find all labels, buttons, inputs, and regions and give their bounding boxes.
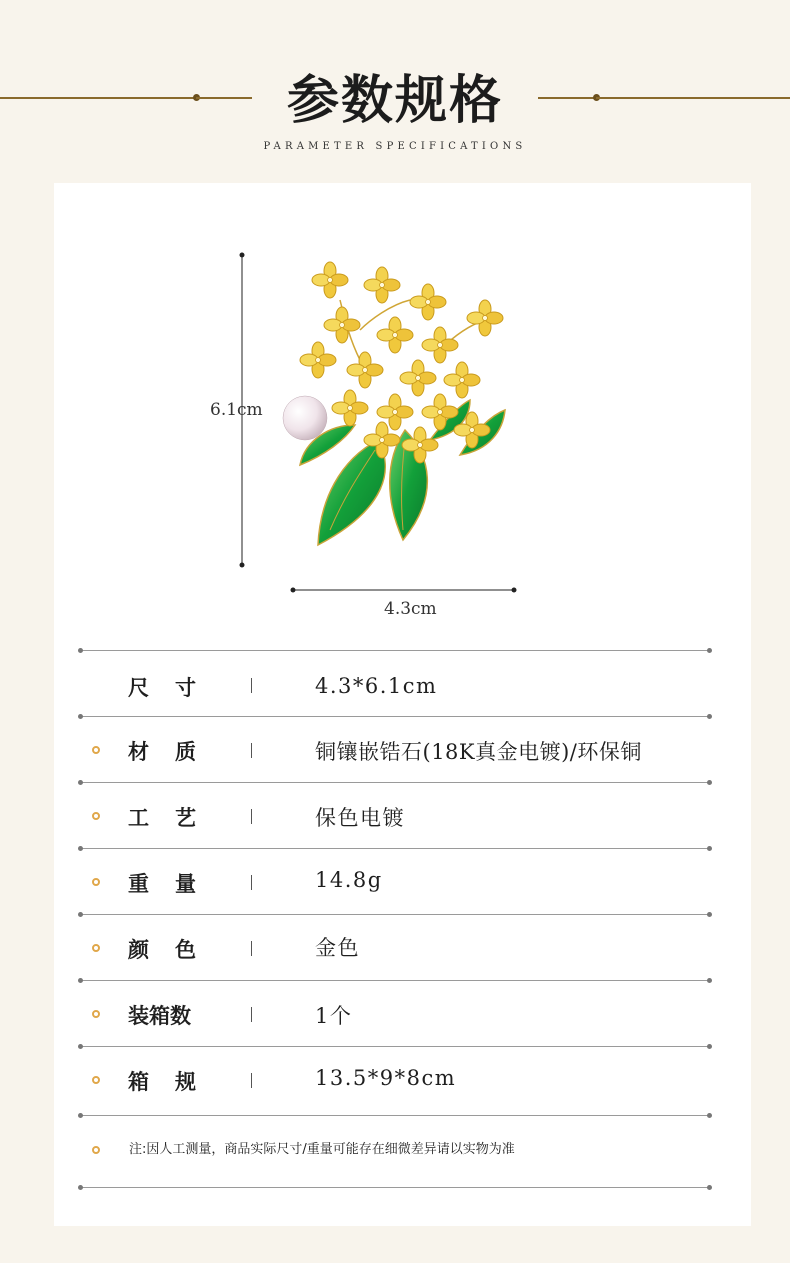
height-label: 6.1cm: [210, 400, 263, 420]
brooch-stems: [340, 300, 485, 360]
bullet-icon: [92, 944, 100, 952]
spec-row-size: [79, 650, 711, 716]
brooch-pearl: [283, 396, 327, 440]
spec-separator: [251, 1007, 252, 1022]
spec-value: 保色电镀: [315, 806, 405, 830]
spec-row-material: [79, 716, 711, 782]
spec-label: 尺寸: [128, 675, 222, 700]
spec-row-box-size: [79, 1046, 711, 1112]
spec-separator: [251, 743, 252, 758]
spec-label: 材质: [128, 739, 222, 764]
spec-separator: [251, 678, 252, 693]
spec-value: 14.8g: [315, 868, 383, 892]
bullet-icon: [92, 1146, 100, 1154]
spec-label: 工艺: [128, 805, 222, 830]
spec-row-box-quantity: [79, 980, 711, 1046]
bullet-icon: [92, 1076, 100, 1084]
spec-value: 13.5*9*8cm: [315, 1066, 457, 1090]
measurement-note: 注:因人工测量，商品实际尺寸/重量可能存在细微差异请以实物为准: [129, 1142, 515, 1157]
spec-label: 重量: [128, 871, 222, 896]
spec-value: 铜镶嵌锆石(18K真金电镀)/环保铜: [315, 740, 642, 764]
spec-separator: [251, 809, 252, 824]
spec-label: 装箱数: [128, 1003, 191, 1028]
spec-row-weight: [79, 848, 711, 914]
page-title: 参数规格: [286, 70, 503, 131]
bullet-icon: [92, 812, 100, 820]
spec-value: 4.3*6.1cm: [315, 674, 438, 698]
width-dimension-line: [291, 588, 517, 593]
spec-separator: [251, 941, 252, 956]
spec-value: 金色: [315, 936, 360, 960]
spec-row-color: [79, 914, 711, 980]
bullet-icon: [92, 878, 100, 886]
page-subtitle: PARAMETER SPECIFICATIONS: [263, 141, 527, 152]
row-divider: [79, 1187, 711, 1188]
spec-separator: [251, 875, 252, 890]
spec-label: 箱规: [128, 1069, 222, 1094]
bullet-icon: [92, 746, 100, 754]
width-label: 4.3cm: [384, 599, 437, 619]
spec-label: 颜色: [128, 937, 222, 962]
note-row: [79, 1115, 711, 1187]
spec-value: 1个: [315, 1004, 353, 1028]
spec-row-craft: [79, 782, 711, 848]
bullet-icon: [92, 1010, 100, 1018]
spec-separator: [251, 1073, 252, 1088]
